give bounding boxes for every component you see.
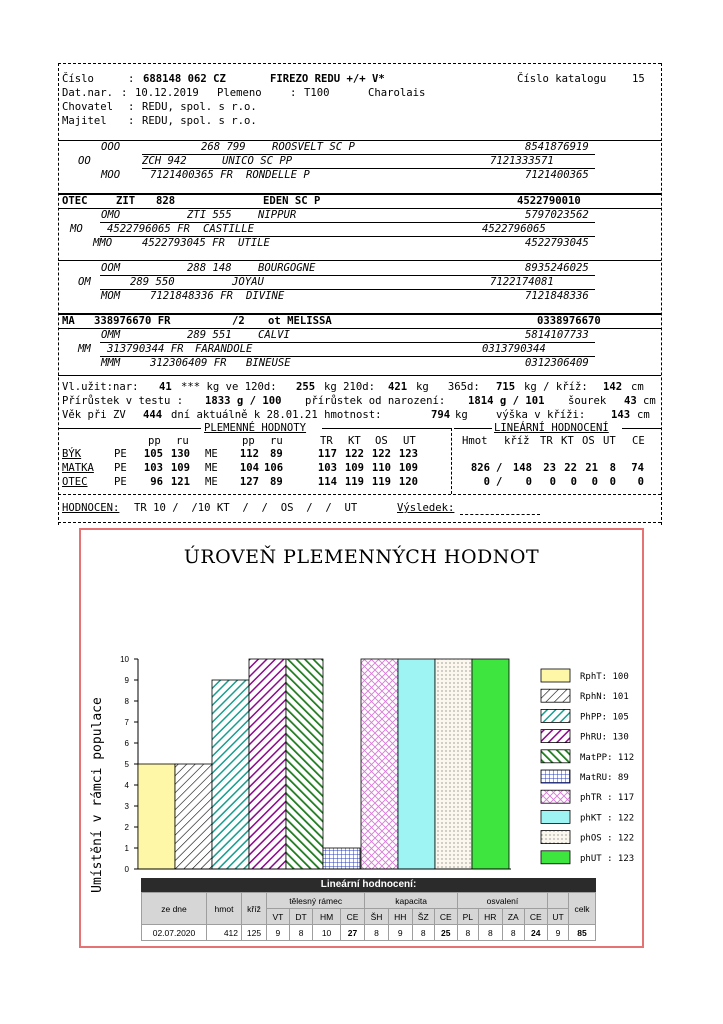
- row-lce: 74: [631, 462, 644, 474]
- row-tr: 103: [317, 462, 337, 474]
- row-lce: 0: [637, 476, 644, 488]
- mmm-name: BINEUSE: [246, 357, 291, 369]
- colon-5: :: [128, 115, 135, 127]
- otec-num: 828: [156, 195, 176, 207]
- chovatel-label: Chovatel: [62, 101, 114, 113]
- legend-label-7: phKT : 122: [580, 813, 635, 824]
- bar-3: [249, 659, 286, 869]
- divider: [58, 428, 201, 429]
- lin-val-1: 8: [289, 925, 313, 941]
- separator: [58, 522, 661, 523]
- legend-swatch-1: [541, 689, 570, 702]
- ph-col-os: OS: [375, 435, 388, 447]
- breeding-values-chart-panel: [79, 528, 644, 948]
- omo-num: ZTI 555: [187, 209, 232, 221]
- y-tick-label: 1: [124, 844, 129, 853]
- lin-col-hmot: hmot: [207, 893, 242, 925]
- bar-2: [212, 680, 249, 869]
- divider: [322, 428, 452, 429]
- legend-label-1: RphN: 101: [580, 692, 629, 703]
- om-id: 7122174081: [490, 276, 554, 288]
- row-os: 119: [371, 476, 391, 488]
- lin-subcol-8: PL: [457, 909, 478, 925]
- ph-col-kt: KT: [348, 435, 361, 447]
- legend: [541, 669, 634, 864]
- ph-col-tr: TR: [320, 435, 333, 447]
- otec-hb: ZIT: [116, 195, 136, 207]
- legend-swatch-3: [541, 730, 570, 743]
- perf-l1-h: 715: [496, 381, 516, 393]
- majitel-value: REDU, spol. s r.o.: [142, 115, 257, 127]
- table-row: [142, 925, 596, 941]
- ph-col-pp1: pp: [148, 435, 161, 447]
- legend-swatch-7: [541, 810, 570, 823]
- separator: [58, 494, 661, 495]
- row-sep: /: [496, 462, 503, 474]
- row-ut: 109: [398, 462, 418, 474]
- lin-val-2: 10: [313, 925, 340, 941]
- row-me: ME: [205, 476, 218, 488]
- mmm-num: 312306409 FR: [150, 357, 227, 369]
- linear-evaluation-table: [141, 878, 596, 941]
- moo-num: 7121400365 FR: [150, 169, 233, 181]
- plemeno-label: Plemeno: [217, 87, 262, 99]
- lin-col-celk: celk: [569, 893, 596, 925]
- perf-l1-i: kg / kříž:: [524, 381, 588, 393]
- mmo-name: UTILE: [238, 237, 270, 249]
- lin-subcol-4: ŠH: [365, 909, 388, 925]
- breed: Charolais: [368, 87, 426, 99]
- lin-col-ce: CE: [632, 435, 645, 447]
- perf-l1-c: *** kg ve 120d:: [181, 381, 277, 393]
- bar-5: [323, 848, 360, 869]
- row-pe: PE: [114, 462, 127, 474]
- perf-l1-b: 41: [159, 381, 172, 393]
- separator: [58, 260, 661, 261]
- oo-id: 7121333571: [490, 155, 554, 167]
- row-lut: 8: [609, 462, 616, 474]
- y-tick-label: 0: [124, 865, 129, 874]
- row-ru1: 109: [170, 462, 190, 474]
- vysledek-label: Výsledek:: [397, 502, 455, 514]
- bar-7: [398, 659, 435, 869]
- lin-subcol-1: DT: [289, 909, 313, 925]
- lin-val-4: 8: [365, 925, 388, 941]
- mom-id: 7121848336: [525, 290, 589, 302]
- row-label: MATKA: [62, 462, 94, 474]
- row-ru2: 106: [264, 462, 284, 474]
- lin-val-8: 8: [457, 925, 478, 941]
- legend-label-3: PhRU: 130: [580, 732, 629, 743]
- row-ru2: 89: [270, 476, 283, 488]
- y-axis-label: Umístění v rámci populace: [90, 697, 105, 893]
- bar-0: [138, 764, 175, 869]
- lin-subcol-11: CE: [524, 909, 547, 925]
- oom-code: OOM: [101, 262, 121, 274]
- lin-val-0: 9: [267, 925, 290, 941]
- legend-swatch-6: [541, 790, 570, 803]
- ph-col-ru2: ru: [270, 435, 283, 447]
- oo-num: ZCH 942: [142, 155, 187, 167]
- bar-4: [286, 659, 323, 869]
- lin-col-os: OS: [582, 435, 595, 447]
- row-ru2: 89: [270, 448, 283, 460]
- row-hmot: 0: [483, 476, 490, 488]
- perf-l3-b: 444: [143, 409, 163, 421]
- legend-label-5: MatRU: 89: [580, 773, 629, 783]
- mom-code: MOM: [101, 290, 121, 302]
- y-tick-label: 7: [124, 718, 129, 727]
- lin-section-label: LINEÁRNÍ HODNOCENÍ: [494, 422, 609, 434]
- row-hmot: 826: [470, 462, 490, 474]
- ma-lact: /2: [232, 315, 245, 327]
- ma-id: 0338976670: [537, 315, 601, 327]
- lin-group-osvaleni: osvalení: [457, 893, 547, 909]
- right-dashed-border: [661, 63, 662, 525]
- lin-subcol-9: HR: [478, 909, 502, 925]
- lin-val-5: 9: [388, 925, 412, 941]
- lin-col-kriz: kříž: [504, 435, 530, 447]
- perf-l3-a: Věk při ZV: [62, 409, 126, 421]
- ph-col-pp2: pp: [242, 435, 255, 447]
- y-tick-label: 3: [124, 802, 129, 811]
- ph-col-ru1: ru: [176, 435, 189, 447]
- legend-label-9: phUT : 123: [580, 853, 635, 864]
- otec-name: EDEN SC P: [263, 195, 321, 207]
- ma-ot: ot MELISSA: [268, 315, 332, 327]
- row-pp2: 104: [239, 462, 259, 474]
- bars: [138, 659, 511, 869]
- legend-swatch-9: [541, 851, 570, 864]
- row-me: ME: [205, 448, 218, 460]
- perf-l1-g: kg 365d:: [416, 381, 480, 393]
- row-pp2: 112: [239, 448, 259, 460]
- mom-num: 7121848336 FR: [150, 290, 233, 302]
- row-pe: PE: [114, 476, 127, 488]
- hodnoceni-value: TR 10 / /10 KT / / OS / / UT: [134, 502, 358, 514]
- lin-val-12: 9: [548, 925, 569, 941]
- lin-subcol-6: ŠZ: [412, 909, 434, 925]
- moo-name: RONDELLE P: [246, 169, 310, 181]
- perf-l3-g: 143: [611, 409, 631, 421]
- perf-l3-e: kg: [455, 409, 468, 421]
- perf-l3-f: výška v kříži:: [496, 409, 586, 421]
- omo-id: 5797023562: [525, 209, 589, 221]
- lin-group-kapacita: kapacita: [365, 893, 458, 909]
- colon-4: :: [128, 101, 135, 113]
- row-lut: 0: [609, 476, 616, 488]
- moo-id: 7121400365: [525, 169, 589, 181]
- row-label: OTEC: [62, 476, 88, 488]
- legend-swatch-8: [541, 831, 570, 844]
- otec-code: OTEC: [62, 195, 88, 207]
- oom-name: BOURGOGNE: [258, 262, 316, 274]
- mo-id: 4522796065: [482, 223, 546, 235]
- colon-2: :: [121, 87, 128, 99]
- lin-val-7: 25: [434, 925, 457, 941]
- omm-code: OMM: [101, 329, 121, 341]
- row-ru1: 130: [170, 448, 190, 460]
- colon-1: :: [128, 73, 135, 85]
- row-pp1: 96: [150, 476, 163, 488]
- hodnoceni-label: HODNOCEN:: [62, 502, 120, 514]
- datnar-label: Dat.nar.: [62, 87, 114, 99]
- y-tick-label: 6: [124, 739, 129, 748]
- oom-id: 8935246025: [525, 262, 589, 274]
- mm-code: MM: [78, 343, 91, 355]
- lin-val-6: 8: [412, 925, 434, 941]
- lin-hmot: 412: [207, 925, 242, 941]
- lin-val-11: 24: [524, 925, 547, 941]
- divider: [622, 428, 661, 429]
- om-name: JOYAU: [232, 276, 264, 288]
- lin-kriz: 125: [242, 925, 267, 941]
- left-dashed-border: [58, 63, 59, 525]
- perf-l2-b: 1833 g / 100: [205, 395, 282, 407]
- separator: [58, 375, 661, 376]
- lin-col-hmot: Hmot: [462, 435, 488, 447]
- ooo-num: 268 799: [201, 141, 246, 153]
- mm-id: 0313790344: [482, 343, 546, 355]
- row-ut: 123: [398, 448, 418, 460]
- perf-l1-a: Vl.užit:nar:: [62, 381, 139, 393]
- perf-l3-h: cm: [637, 409, 650, 421]
- omm-id: 5814107733: [525, 329, 589, 341]
- lin-date: 02.07.2020: [142, 925, 207, 941]
- lin-col-kt: KT: [561, 435, 574, 447]
- legend-label-2: PhPP: 105: [580, 712, 629, 723]
- oo-name: UNICO SC PP: [222, 155, 293, 167]
- mmo-id: 4522793045: [525, 237, 589, 249]
- katalog-value: 15: [632, 73, 645, 85]
- ooo-code: OOO: [101, 141, 121, 153]
- lin-subcol-3: CE: [340, 909, 365, 925]
- bar-6: [361, 659, 398, 869]
- perf-l2-e: šourek: [568, 395, 607, 407]
- moo-code: MOO: [101, 169, 121, 181]
- row-kriz: 0: [525, 476, 532, 488]
- perf-l3-d: 794: [431, 409, 451, 421]
- chovatel-value: REDU, spol. s r.o.: [142, 101, 257, 113]
- row-label: BÝK: [62, 448, 82, 460]
- row-kriz: 148: [512, 462, 532, 474]
- row-pe: PE: [114, 448, 127, 460]
- majitel-label: Majitel: [62, 115, 107, 127]
- lin-col-ut: UT: [603, 435, 616, 447]
- row-ltr: 0: [549, 476, 556, 488]
- colon-3: :: [290, 87, 297, 99]
- divider: [454, 428, 492, 429]
- y-tick-label: 5: [124, 760, 129, 769]
- cislo-value: 688148 062 CZ: [143, 73, 226, 85]
- legend-label-0: RphT: 100: [580, 672, 629, 682]
- lin-subcol-0: VT: [267, 909, 290, 925]
- perf-l2-a: Přírůstek v testu :: [62, 395, 184, 407]
- chart-title: ÚROVEŇ PLEMENNÝCH HODNOT: [183, 546, 540, 568]
- y-tick-label: 10: [120, 655, 129, 664]
- mo-code: MO: [70, 223, 83, 235]
- legend-label-6: phTR : 117: [580, 793, 635, 804]
- row-tr: 114: [317, 476, 337, 488]
- divider: [460, 514, 540, 515]
- divider: [451, 428, 452, 494]
- bar-9: [472, 659, 509, 869]
- mom-name: DIVINE: [246, 290, 285, 302]
- row-los: 21: [585, 462, 598, 474]
- legend-swatch-2: [541, 709, 570, 722]
- y-tick-label: 8: [124, 697, 129, 706]
- mmo-num: 4522793045 FR: [142, 237, 225, 249]
- legend-label-4: MatPP: 112: [580, 752, 635, 763]
- perf-l2-f: 43: [624, 395, 637, 407]
- perf-l3-c: dní aktuálně k 28.01.21 hmotnost:: [171, 409, 382, 421]
- y-tick-label: 2: [124, 823, 129, 832]
- omo-name: NIPPUR: [258, 209, 297, 221]
- otec-id: 4522790010: [517, 195, 581, 207]
- mm-name: FARANDOLE: [195, 343, 253, 355]
- omm-name: CALVI: [258, 329, 290, 341]
- mmm-id: 0312306409: [525, 357, 589, 369]
- ph-section-label: PLEMENNÉ HODNOTY: [204, 422, 307, 434]
- lin-col-tr: TR: [540, 435, 553, 447]
- lin-col-ze-dne: ze dne: [142, 893, 207, 925]
- omm-num: 289 551: [187, 329, 232, 341]
- ph-col-ut: UT: [403, 435, 416, 447]
- perf-l1-j: 142: [603, 381, 623, 393]
- animal-name: FIREZO REDU +/+ V*: [270, 73, 385, 85]
- row-os: 122: [371, 448, 391, 460]
- mo-num: 4522796065 FR: [107, 223, 190, 235]
- ma-num: 338976670 FR: [94, 315, 171, 327]
- bar-8: [435, 659, 472, 869]
- top-dashed-border: [58, 63, 661, 64]
- mo-name: CASTILLE: [203, 223, 255, 235]
- ma-code: MA: [62, 315, 75, 327]
- perf-l1-e: kg 210d:: [324, 381, 376, 393]
- perf-l1-f: 421: [388, 381, 408, 393]
- lin-subcol-2: HM: [313, 909, 340, 925]
- lin-table-grid: [141, 892, 596, 941]
- legend-swatch-4: [541, 750, 570, 763]
- lin-val-3: 27: [340, 925, 365, 941]
- cislo-label: Číslo: [62, 73, 94, 85]
- row-pp1: 103: [143, 462, 163, 474]
- row-ut: 120: [398, 476, 418, 488]
- lin-val-10: 8: [502, 925, 524, 941]
- row-ru1: 121: [170, 476, 190, 488]
- ooo-name: ROOSVELT SC P: [272, 141, 355, 153]
- katalog-label: Číslo katalogu: [517, 73, 607, 85]
- oom-num: 288 148: [187, 262, 232, 274]
- row-kt: 119: [344, 476, 364, 488]
- row-lkt: 22: [564, 462, 577, 474]
- row-ltr: 23: [543, 462, 556, 474]
- row-kt: 122: [344, 448, 364, 460]
- perf-l1-k: cm: [631, 381, 644, 393]
- row-tr: 117: [317, 448, 337, 460]
- lin-subcol-7: CE: [434, 909, 457, 925]
- lin-celk: 85: [569, 925, 596, 941]
- y-axis: [120, 655, 138, 874]
- mmm-code: MMM: [101, 357, 121, 369]
- om-code: OM: [78, 276, 91, 288]
- perf-l2-c: přírůstek od narození:: [305, 395, 446, 407]
- perf-l2-g: cm: [643, 395, 656, 407]
- omo-code: OMO: [101, 209, 121, 221]
- row-kt: 109: [344, 462, 364, 474]
- ooo-id: 8541876919: [525, 141, 589, 153]
- mmo-code: MMO: [93, 237, 113, 249]
- lin-subcol-12: UT: [548, 909, 569, 925]
- row-lkt: 0: [570, 476, 577, 488]
- lin-col-kriz: kříž: [242, 893, 267, 925]
- row-sep: /: [496, 476, 503, 488]
- mm-num: 313790344 FR: [107, 343, 184, 355]
- lin-cell: [548, 893, 569, 909]
- legend-swatch-5: [541, 770, 570, 783]
- lin-table-title: Lineární hodnocení:: [141, 878, 596, 892]
- om-num: 289 550: [130, 276, 175, 288]
- plemeno-value: T100: [304, 87, 330, 99]
- row-los: 0: [591, 476, 598, 488]
- oo-code: OO: [78, 155, 91, 167]
- lin-group-telesny: tělesný rámec: [267, 893, 365, 909]
- lin-subcol-10: ZA: [502, 909, 524, 925]
- lin-subcol-5: HH: [388, 909, 412, 925]
- legend-swatch-0: [541, 669, 570, 682]
- legend-label-8: phOS : 122: [580, 833, 635, 844]
- bar-1: [175, 764, 212, 869]
- row-pp2: 127: [239, 476, 259, 488]
- row-os: 110: [371, 462, 391, 474]
- lin-val-9: 8: [478, 925, 502, 941]
- row-me: ME: [205, 462, 218, 474]
- y-tick-label: 4: [124, 781, 129, 790]
- perf-l1-d: 255: [296, 381, 316, 393]
- perf-l2-d: 1814 g / 101: [468, 395, 545, 407]
- row-pp1: 105: [143, 448, 163, 460]
- y-tick-label: 9: [124, 676, 129, 685]
- datnar-value: 10.12.2019: [135, 87, 199, 99]
